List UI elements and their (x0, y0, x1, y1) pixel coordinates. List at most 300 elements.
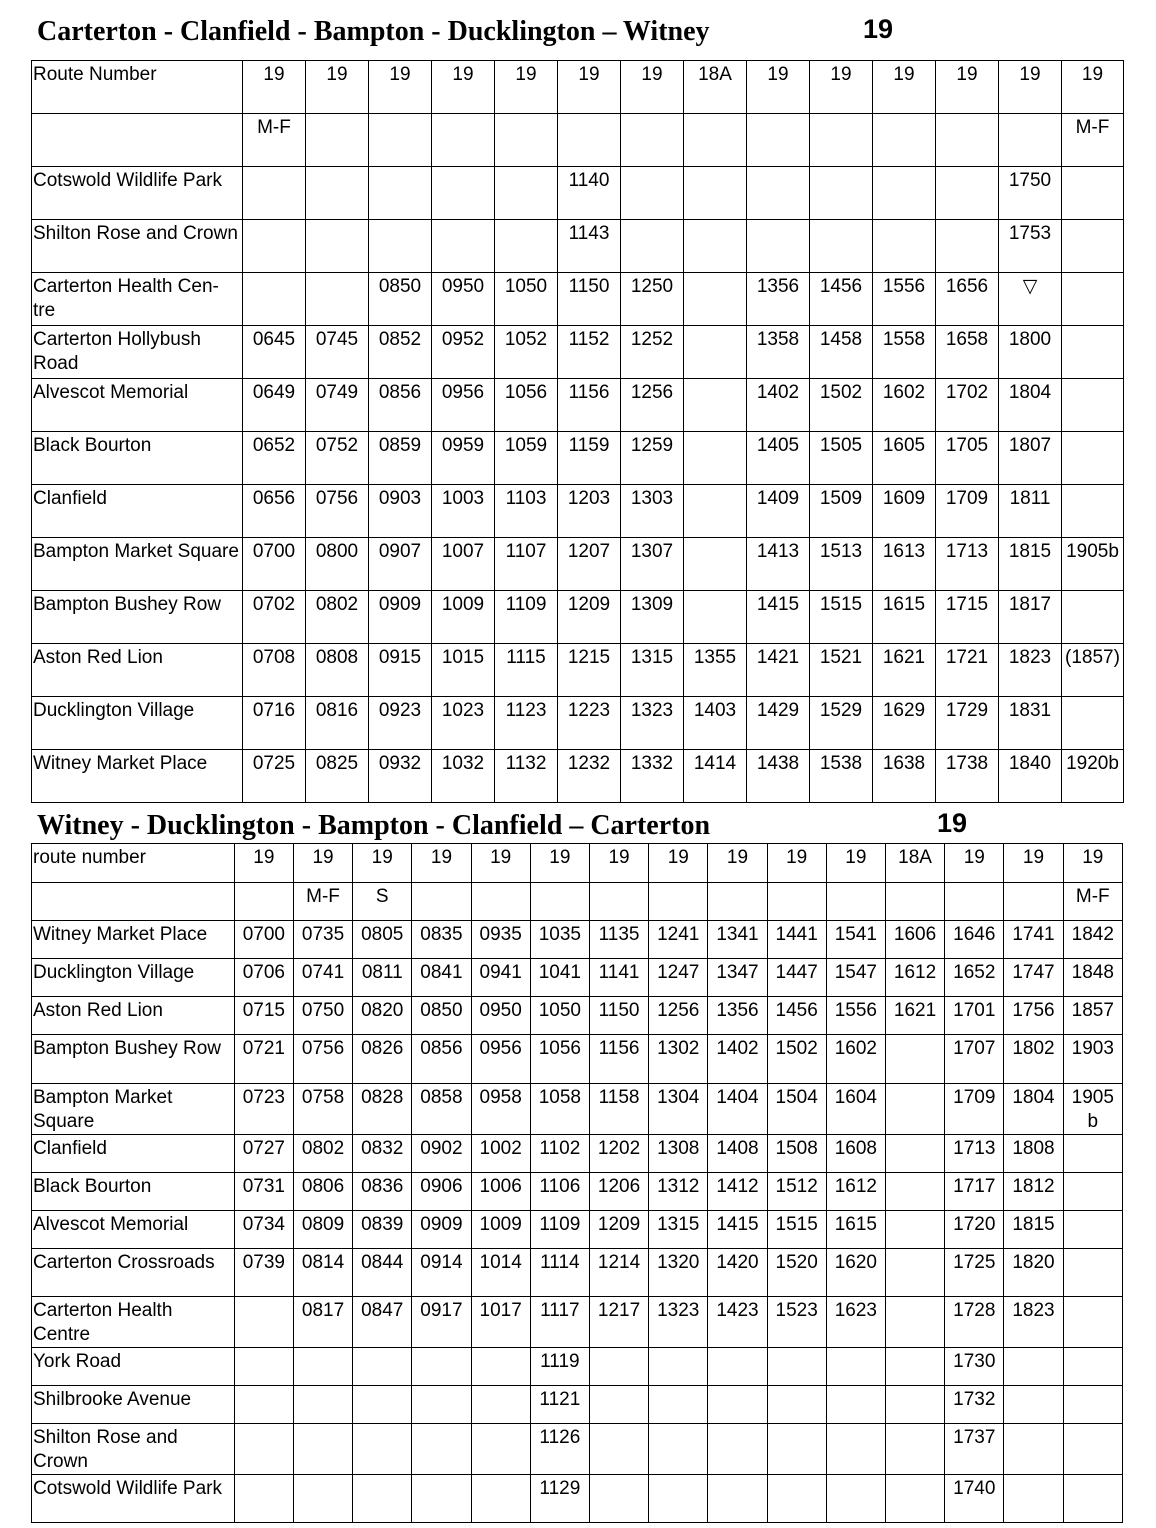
departure-time (495, 167, 558, 220)
route-number-cell: 19 (649, 844, 708, 883)
departure-time: 0932 (369, 750, 432, 803)
departure-time: 1615 (826, 1211, 885, 1249)
departure-time (885, 1035, 944, 1084)
departure-time: 1415 (747, 591, 810, 644)
stop-name: Witney Market Place (32, 750, 243, 803)
departure-time: 1152 (558, 326, 621, 379)
departure-time: 1802 (1004, 1035, 1063, 1084)
departure-time: 1308 (649, 1135, 708, 1173)
departure-time: 0858 (412, 1084, 471, 1135)
departure-time (471, 1386, 530, 1424)
timetable-row (32, 1084, 1123, 1135)
departure-time: 1732 (945, 1386, 1004, 1424)
departure-time: 1214 (589, 1249, 648, 1297)
departure-time: 0917 (412, 1297, 471, 1348)
departure-time (432, 167, 495, 220)
route-number-cell: 19 (530, 844, 589, 883)
departure-time: 0645 (243, 326, 306, 379)
departure-time (684, 432, 747, 485)
outbound-heading (37, 10, 1137, 54)
departure-time: ▽ (999, 273, 1062, 326)
route-number-cell: 19 (234, 844, 293, 883)
departure-time (412, 1475, 471, 1523)
departure-time: 1523 (767, 1297, 826, 1348)
departure-time (353, 1386, 412, 1424)
departure-time: 1823 (999, 644, 1062, 697)
departure-time: 1347 (708, 959, 767, 997)
departure-time: 1323 (621, 697, 684, 750)
departure-time: 0907 (369, 538, 432, 591)
departure-time: 1302 (649, 1035, 708, 1084)
departure-time (306, 220, 369, 273)
route-number-cell: 19 (471, 844, 530, 883)
departure-time (708, 1475, 767, 1523)
departure-time: 1730 (945, 1348, 1004, 1386)
departure-time: 1609 (873, 485, 936, 538)
timetable-row (32, 220, 1124, 273)
departure-time (1063, 1211, 1122, 1249)
departure-time (589, 1348, 648, 1386)
departure-time: 0758 (293, 1084, 352, 1135)
departure-time: 1815 (999, 538, 1062, 591)
departure-time: 0914 (412, 1249, 471, 1297)
departure-time (412, 1386, 471, 1424)
departure-time (885, 1386, 944, 1424)
departure-time: 0735 (293, 921, 352, 959)
route-number-cell: 18A (684, 61, 747, 114)
departure-time: 1705 (936, 432, 999, 485)
departure-time: 0756 (306, 485, 369, 538)
departure-time: 0835 (412, 921, 471, 959)
departure-time: 1402 (747, 379, 810, 432)
timetable-row (32, 1211, 1123, 1249)
stop-name: Black Bourton (32, 432, 243, 485)
route-number-cell: 19 (936, 61, 999, 114)
departure-time: 1556 (826, 997, 885, 1035)
departure-time (369, 167, 432, 220)
departure-time (243, 273, 306, 326)
departure-time: 0741 (293, 959, 352, 997)
departure-time (293, 1386, 352, 1424)
departure-time: 1621 (873, 644, 936, 697)
departure-time: 1115 (495, 644, 558, 697)
timetable-row (32, 326, 1124, 379)
operating-days-cell (412, 883, 471, 921)
departure-time: 1056 (495, 379, 558, 432)
departure-time: 1009 (432, 591, 495, 644)
stop-name: Bampton Market Square (32, 1084, 235, 1135)
route-number-row (32, 844, 1123, 883)
departure-time (1063, 1475, 1122, 1523)
departure-time: 1135 (589, 921, 648, 959)
operating-days-cell (767, 883, 826, 921)
route-number-cell: 19 (495, 61, 558, 114)
departure-time (684, 167, 747, 220)
departure-time: 1358 (747, 326, 810, 379)
operating-days-cell (621, 114, 684, 167)
departure-time: 1412 (708, 1173, 767, 1211)
departure-time (1063, 1249, 1122, 1297)
departure-time: 0844 (353, 1249, 412, 1297)
departure-time: 1009 (471, 1211, 530, 1249)
departure-time: 1209 (589, 1211, 648, 1249)
departure-time: 1232 (558, 750, 621, 803)
departure-time (767, 1348, 826, 1386)
stop-name: Cotswold Wildlife Park (32, 167, 243, 220)
timetable-row (32, 1135, 1123, 1173)
departure-time: 1303 (621, 485, 684, 538)
departure-time: 0958 (471, 1084, 530, 1135)
departure-time: 1613 (873, 538, 936, 591)
departure-time: 0850 (412, 997, 471, 1035)
stop-name: Ducklington Village (32, 959, 235, 997)
departure-time (936, 220, 999, 273)
departure-time: 1150 (558, 273, 621, 326)
departure-time (293, 1348, 352, 1386)
operating-days-row (32, 114, 1124, 167)
operating-days-cell: S (353, 883, 412, 921)
departure-time: 1032 (432, 750, 495, 803)
departure-time: 1840 (999, 750, 1062, 803)
timetable-row (32, 1297, 1123, 1348)
departure-time: 1121 (530, 1386, 589, 1424)
departure-time: 0802 (306, 591, 369, 644)
operating-days-cell (530, 883, 589, 921)
departure-time: 1341 (708, 921, 767, 959)
departure-time: 1652 (945, 959, 1004, 997)
departure-time: 1420 (708, 1249, 767, 1297)
departure-time: 1106 (530, 1173, 589, 1211)
departure-time: 0811 (353, 959, 412, 997)
operating-days-cell (589, 883, 648, 921)
stop-name: Ducklington Village (32, 697, 243, 750)
departure-time: 1132 (495, 750, 558, 803)
departure-time: 1209 (558, 591, 621, 644)
stop-name: Alvescot Memorial (32, 379, 243, 432)
timetable-row (32, 1249, 1123, 1297)
departure-time (826, 1475, 885, 1523)
departure-time (471, 1475, 530, 1523)
departure-time: 1403 (684, 697, 747, 750)
departure-time (684, 379, 747, 432)
departure-time: 0836 (353, 1173, 412, 1211)
route-number-cell: 19 (999, 61, 1062, 114)
departure-time (684, 538, 747, 591)
departure-time (1062, 697, 1124, 750)
departure-time: 1709 (945, 1084, 1004, 1135)
departure-time: 1848 (1063, 959, 1122, 997)
route-number-cell: 19 (243, 61, 306, 114)
departure-time: 1119 (530, 1348, 589, 1386)
departure-time: 1059 (495, 432, 558, 485)
departure-time (412, 1424, 471, 1475)
departure-time: 1520 (767, 1249, 826, 1297)
departure-time: 0935 (471, 921, 530, 959)
departure-time (1062, 220, 1124, 273)
departure-time (589, 1475, 648, 1523)
departure-time: 1447 (767, 959, 826, 997)
departure-time: 0950 (471, 997, 530, 1035)
departure-time (243, 220, 306, 273)
departure-time: 0956 (432, 379, 495, 432)
departure-time: 1612 (826, 1173, 885, 1211)
departure-time (885, 1173, 944, 1211)
departure-time: 1717 (945, 1173, 1004, 1211)
departure-time (826, 1386, 885, 1424)
departure-time: 1141 (589, 959, 648, 997)
departure-time: 0702 (243, 591, 306, 644)
departure-time: 1052 (495, 326, 558, 379)
departure-time (885, 1249, 944, 1297)
departure-time (369, 220, 432, 273)
departure-time (306, 273, 369, 326)
departure-time: 1109 (530, 1211, 589, 1249)
departure-time (767, 1475, 826, 1523)
departure-time: 1820 (1004, 1249, 1063, 1297)
departure-time (747, 167, 810, 220)
departure-time: 1811 (999, 485, 1062, 538)
departure-time: 1058 (530, 1084, 589, 1135)
operating-days-cell (649, 883, 708, 921)
departure-time (495, 220, 558, 273)
stop-name: York Road (32, 1348, 235, 1386)
operating-days-cell (432, 114, 495, 167)
departure-time: 1413 (747, 538, 810, 591)
departure-time (885, 1424, 944, 1475)
departure-time (1062, 432, 1124, 485)
departure-time: 0749 (306, 379, 369, 432)
departure-time: 1356 (747, 273, 810, 326)
departure-time: 1356 (708, 997, 767, 1035)
departure-time: 1241 (649, 921, 708, 959)
timetable-row (32, 1424, 1123, 1475)
departure-time: 1023 (432, 697, 495, 750)
operating-days-cell (826, 883, 885, 921)
departure-time: 0909 (369, 591, 432, 644)
departure-time: 1250 (621, 273, 684, 326)
departure-time: 1117 (530, 1297, 589, 1348)
departure-time (684, 273, 747, 326)
departure-time: 0649 (243, 379, 306, 432)
departure-time: 1256 (649, 997, 708, 1035)
timetable-row (32, 997, 1123, 1035)
operating-days-label (32, 883, 235, 921)
departure-time: 1842 (1063, 921, 1122, 959)
departure-time (885, 1211, 944, 1249)
departure-time (589, 1424, 648, 1475)
departure-time: 1729 (936, 697, 999, 750)
departure-time: 0800 (306, 538, 369, 591)
departure-time: 0828 (353, 1084, 412, 1135)
departure-time: 1123 (495, 697, 558, 750)
departure-time: 1307 (621, 538, 684, 591)
departure-time (885, 1135, 944, 1173)
departure-time (353, 1475, 412, 1523)
route-number-cell: 19 (589, 844, 648, 883)
departure-time: 0808 (306, 644, 369, 697)
stop-name: Shilbrooke Avenue (32, 1386, 235, 1424)
departure-time: 1414 (684, 750, 747, 803)
departure-time: 0708 (243, 644, 306, 697)
operating-days-cell (708, 883, 767, 921)
departure-time (243, 167, 306, 220)
timetable-row (32, 1173, 1123, 1211)
departure-time (826, 1424, 885, 1475)
operating-days-cell (885, 883, 944, 921)
departure-time (1062, 379, 1124, 432)
departure-time: 1608 (826, 1135, 885, 1173)
route-number-cell: 19 (306, 61, 369, 114)
departure-time: 1404 (708, 1084, 767, 1135)
departure-time: 1502 (810, 379, 873, 432)
departure-time: 1713 (936, 538, 999, 591)
operating-days-cell (945, 883, 1004, 921)
operating-days-cell: M-F (1062, 114, 1124, 167)
departure-time: 0856 (369, 379, 432, 432)
departure-time (885, 1084, 944, 1135)
departure-time: 0745 (306, 326, 369, 379)
departure-time (649, 1475, 708, 1523)
departure-time (471, 1424, 530, 1475)
departure-time: 0802 (293, 1135, 352, 1173)
departure-time: 0859 (369, 432, 432, 485)
departure-time: 0832 (353, 1135, 412, 1173)
departure-time (1063, 1424, 1122, 1475)
departure-time: 1738 (936, 750, 999, 803)
departure-time: 1515 (767, 1211, 826, 1249)
departure-time: 1007 (432, 538, 495, 591)
stop-name: Clanfield (32, 1135, 235, 1173)
departure-time: 0716 (243, 697, 306, 750)
departure-time: 1521 (810, 644, 873, 697)
operating-days-cell (495, 114, 558, 167)
departure-time: 1003 (432, 485, 495, 538)
departure-time: 1812 (1004, 1173, 1063, 1211)
departure-time: 1547 (826, 959, 885, 997)
departure-time: 1741 (1004, 921, 1063, 959)
departure-time: 1823 (1004, 1297, 1063, 1348)
route-number-cell: 19 (432, 61, 495, 114)
departure-time: 1720 (945, 1211, 1004, 1249)
departure-time: 1320 (649, 1249, 708, 1297)
departure-time: (1857) (1062, 644, 1124, 697)
departure-time: 1638 (873, 750, 936, 803)
departure-time (353, 1424, 412, 1475)
departure-time: 0856 (412, 1035, 471, 1084)
departure-time: 1515 (810, 591, 873, 644)
route-number-cell: 19 (873, 61, 936, 114)
departure-time (293, 1475, 352, 1523)
departure-time: 1041 (530, 959, 589, 997)
departure-time: 1538 (810, 750, 873, 803)
departure-time: 1504 (767, 1084, 826, 1135)
departure-time: 1247 (649, 959, 708, 997)
route-number-cell: 19 (1004, 844, 1063, 883)
route-number-cell: 19 (1063, 844, 1122, 883)
departure-time: 1753 (999, 220, 1062, 273)
departure-time: 0809 (293, 1211, 352, 1249)
departure-time: 1713 (945, 1135, 1004, 1173)
departure-time: 1109 (495, 591, 558, 644)
departure-time: 1750 (999, 167, 1062, 220)
departure-time: 1831 (999, 697, 1062, 750)
departure-time: 1606 (885, 921, 944, 959)
route-number-label: Route Number (32, 61, 243, 114)
route-number-cell: 18A (885, 844, 944, 883)
departure-time: 1006 (471, 1173, 530, 1211)
route-number-cell: 19 (412, 844, 471, 883)
route-number-cell: 19 (1062, 61, 1124, 114)
departure-time: 1259 (621, 432, 684, 485)
operating-days-cell (936, 114, 999, 167)
departure-time: 1800 (999, 326, 1062, 379)
departure-time: 1602 (826, 1035, 885, 1084)
timetable-row (32, 750, 1124, 803)
departure-time: 1815 (1004, 1211, 1063, 1249)
departure-time (1004, 1475, 1063, 1523)
departure-time: 1808 (1004, 1135, 1063, 1173)
departure-time: 1315 (621, 644, 684, 697)
timetable-row (32, 921, 1123, 959)
stop-name: Carterton Health Cen-tre (32, 273, 243, 326)
departure-time: 0723 (234, 1084, 293, 1135)
departure-time: 1756 (1004, 997, 1063, 1035)
departure-time: 1126 (530, 1424, 589, 1475)
departure-time: 1017 (471, 1297, 530, 1348)
departure-time: 1621 (885, 997, 944, 1035)
departure-time: 1438 (747, 750, 810, 803)
departure-time: 0700 (234, 921, 293, 959)
operating-days-cell: M-F (243, 114, 306, 167)
departure-time: 1658 (936, 326, 999, 379)
departure-time (293, 1424, 352, 1475)
timetable-row (32, 959, 1123, 997)
timetable-row (32, 644, 1124, 697)
departure-time: 1015 (432, 644, 495, 697)
operating-days-cell (471, 883, 530, 921)
departure-time (1062, 167, 1124, 220)
departure-time: 1143 (558, 220, 621, 273)
departure-time (1062, 591, 1124, 644)
departure-time: 0805 (353, 921, 412, 959)
departure-time: 0826 (353, 1035, 412, 1084)
departure-time: 1804 (1004, 1084, 1063, 1135)
departure-time: 1529 (810, 697, 873, 750)
operating-days-cell (234, 883, 293, 921)
departure-time: 0850 (369, 273, 432, 326)
departure-time: 1150 (589, 997, 648, 1035)
route-number-cell: 19 (293, 844, 352, 883)
departure-time: 1646 (945, 921, 1004, 959)
departure-time: 0841 (412, 959, 471, 997)
departure-time: 1702 (936, 379, 999, 432)
departure-time: 1402 (708, 1035, 767, 1084)
departure-time: 1223 (558, 697, 621, 750)
departure-time (810, 167, 873, 220)
departure-time (708, 1348, 767, 1386)
departure-time: 0923 (369, 697, 432, 750)
departure-time: 0959 (432, 432, 495, 485)
timetable-row (32, 1348, 1123, 1386)
departure-time: 1014 (471, 1249, 530, 1297)
departure-time: 0652 (243, 432, 306, 485)
departure-time: 1502 (767, 1035, 826, 1084)
departure-time: 1405 (747, 432, 810, 485)
operating-days-cell (999, 114, 1062, 167)
departure-time: 1556 (873, 273, 936, 326)
departure-time: 1050 (530, 997, 589, 1035)
timetable-row (32, 1386, 1123, 1424)
